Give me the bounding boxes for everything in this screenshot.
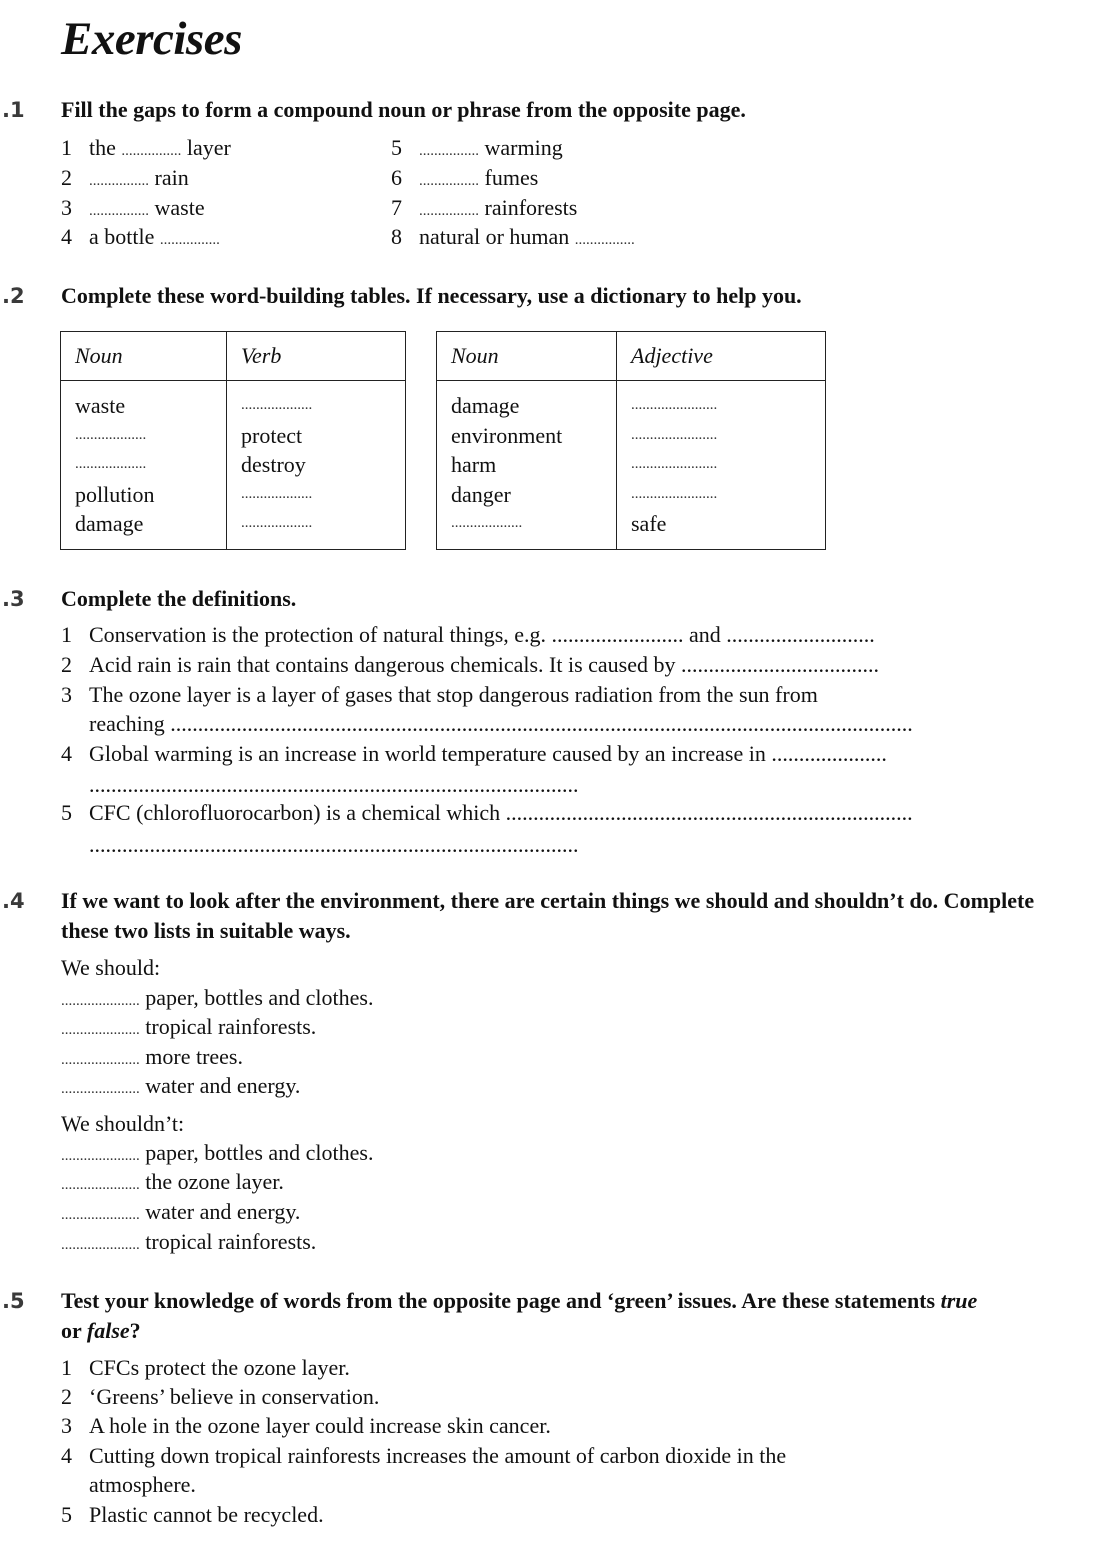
- item-number: 5: [61, 800, 72, 825]
- table-column: [437, 381, 617, 550]
- gap-blank[interactable]: .....................: [61, 1022, 140, 1038]
- exercise-3-instruction: Complete the definitions.: [61, 586, 297, 611]
- item-after: fumes: [484, 165, 539, 190]
- item-number: 3: [61, 682, 72, 707]
- gap-blank[interactable]: .....................: [61, 1052, 140, 1068]
- shouldnt-item: [61, 1227, 316, 1260]
- gap-blank[interactable]: ...................: [75, 426, 147, 443]
- or-word: or: [61, 1318, 87, 1343]
- ex3-item-4: [61, 739, 887, 769]
- ex5-item-5: [61, 1500, 324, 1530]
- gap-blank[interactable]: ...................: [451, 515, 523, 531]
- instruction-text: Test your knowledge of words from the opposite page and ‘green’ issues. Are these statements: [61, 1288, 941, 1313]
- item-after: warming: [484, 135, 563, 160]
- item-number: 1: [61, 622, 72, 647]
- item-number: 5: [61, 1502, 72, 1527]
- item-text[interactable]: Conservation is the protection of natural things, e.g. ........................ and ...........................: [89, 622, 875, 647]
- table-column: [61, 381, 227, 550]
- item-number: 4: [61, 741, 72, 766]
- exercise-number-1: .1: [2, 98, 25, 122]
- item-text: Plastic cannot be recycled.: [89, 1502, 324, 1527]
- noun-verb-table: [60, 331, 406, 550]
- gap-blank[interactable]: ................: [419, 203, 479, 219]
- table-header: Noun: [61, 332, 227, 381]
- gap-blank[interactable]: ................: [89, 203, 149, 219]
- ex3-item-3: [61, 680, 818, 710]
- ex1-item-1: [61, 133, 231, 166]
- table-cell: damage: [451, 393, 520, 418]
- table-column: [617, 381, 826, 550]
- ex3-item-5-cont[interactable]: .........................................................................................: [89, 832, 579, 857]
- should-item: [61, 1071, 300, 1104]
- gap-blank[interactable]: ................: [159, 232, 220, 248]
- page-title: Exercises: [61, 13, 242, 65]
- exercise-4-instruction: If we want to look after the environment, there are certain things we should and shouldn’t do. Complete these two lists in suitable ways.: [61, 888, 1035, 943]
- item-text: more trees.: [145, 1044, 243, 1069]
- table-cell: protect: [241, 422, 303, 448]
- shouldnt-item: [61, 1167, 284, 1200]
- table-cell: harm: [451, 452, 497, 477]
- exercise-2-instruction: Complete these word-building tables. If necessary, use a dictionary to help you.: [61, 283, 802, 308]
- false-word: false: [86, 1318, 130, 1343]
- exercise-1-instruction: Fill the gaps to form a compound noun or phrase from the opposite page.: [61, 97, 746, 122]
- ex1-item-8: [391, 222, 635, 255]
- true-word: true: [940, 1288, 978, 1313]
- ex1-item-2: [61, 163, 189, 196]
- ex1-item-6: [391, 163, 538, 196]
- table-header: Adjective: [617, 332, 826, 381]
- gap-blank[interactable]: .....................: [61, 993, 140, 1009]
- ex5-item-4-cont: atmosphere.: [89, 1472, 196, 1497]
- item-text: Cutting down tropical rainforests increases the amount of carbon dioxide in the: [89, 1443, 787, 1468]
- ex1-item-5: [391, 133, 563, 166]
- question-mark: ?: [129, 1318, 141, 1343]
- gap-blank[interactable]: .......................: [631, 426, 718, 443]
- table-cell: waste: [75, 393, 126, 418]
- item-text: paper, bottles and clothes.: [145, 985, 374, 1010]
- ex5-item-2: [61, 1382, 379, 1412]
- item-number: 6: [391, 165, 402, 190]
- gap-blank[interactable]: ................: [419, 173, 479, 189]
- gap-blank[interactable]: .....................: [61, 1177, 140, 1193]
- table-cell: danger: [451, 481, 511, 507]
- item-number: 1: [61, 135, 72, 160]
- item-after: rainforests: [484, 195, 578, 220]
- table-header: Verb: [227, 332, 406, 381]
- item-text: A hole in the ozone layer could increase skin cancer.: [89, 1413, 551, 1438]
- item-number: 2: [61, 1384, 72, 1409]
- ex3-item-3-cont[interactable]: reaching .......................................................................................................................................: [89, 711, 913, 736]
- item-after: rain: [154, 165, 189, 190]
- exercise-number-3: .3: [2, 587, 25, 611]
- noun-adjective-table: [436, 331, 826, 550]
- item-number: 8: [391, 224, 402, 249]
- item-text: The ozone layer is a layer of gases that stop dangerous radiation from the sun from: [89, 682, 818, 707]
- item-text[interactable]: Global warming is an increase in world temperature caused by an increase in .....................: [89, 741, 887, 766]
- table-cell: pollution: [75, 481, 155, 507]
- gap-blank[interactable]: ................: [121, 143, 182, 159]
- table-cell: damage: [75, 511, 144, 536]
- shouldnt-item: [61, 1197, 300, 1230]
- exercise-number-5: .5: [2, 1289, 25, 1313]
- gap-blank[interactable]: .......................: [631, 397, 718, 413]
- item-before: the: [89, 135, 116, 160]
- ex3-item-5: [61, 798, 913, 828]
- gap-blank[interactable]: ...................: [75, 456, 147, 472]
- item-number: 3: [61, 1413, 72, 1438]
- item-text: water and energy.: [145, 1199, 301, 1224]
- ex3-item-2: [61, 650, 879, 680]
- gap-blank[interactable]: ...................: [241, 515, 313, 531]
- gap-blank[interactable]: .......................: [631, 485, 718, 502]
- ex3-item-4-cont[interactable]: .........................................................................................: [89, 772, 579, 797]
- item-number: 1: [61, 1355, 72, 1380]
- item-number: 7: [391, 195, 402, 220]
- item-text: water and energy.: [145, 1073, 301, 1098]
- should-label: We should:: [61, 955, 161, 980]
- table-column: [227, 381, 406, 550]
- shouldnt-label: We shouldn’t:: [61, 1111, 185, 1136]
- gap-blank[interactable]: .....................: [61, 1237, 140, 1253]
- item-text: CFCs protect the ozone layer.: [89, 1355, 350, 1380]
- item-before: natural or human: [419, 224, 570, 249]
- exercise-number-4: .4: [2, 889, 25, 913]
- item-after: waste: [154, 195, 205, 220]
- gap-blank[interactable]: .......................: [631, 456, 718, 472]
- gap-blank[interactable]: ................: [419, 143, 479, 159]
- item-text: ‘Greens’ believe in conservation.: [89, 1384, 380, 1409]
- gap-blank[interactable]: .....................: [61, 1081, 140, 1097]
- gap-blank[interactable]: ...................: [241, 485, 313, 502]
- item-before: a bottle: [89, 224, 155, 249]
- ex5-item-3: [61, 1411, 551, 1441]
- item-number: 2: [61, 652, 72, 677]
- item-number: 4: [61, 1443, 72, 1468]
- item-text: the ozone layer.: [145, 1169, 284, 1194]
- exercise-number-2: .2: [2, 284, 25, 308]
- should-item: [61, 1012, 316, 1045]
- gap-blank[interactable]: ................: [574, 232, 635, 248]
- item-after: layer: [186, 135, 231, 160]
- item-text: tropical rainforests.: [145, 1229, 317, 1254]
- ex1-item-4: [61, 222, 220, 255]
- item-number: 5: [391, 135, 402, 160]
- item-text[interactable]: Acid rain is rain that contains dangerous chemicals. It is caused by ....................................: [89, 652, 879, 677]
- exercise-5-instruction: [61, 1286, 981, 1346]
- gap-blank[interactable]: ...................: [241, 397, 313, 413]
- table-cell: environment: [451, 422, 563, 448]
- gap-blank[interactable]: ................: [89, 173, 149, 189]
- table-cell: safe: [631, 511, 667, 536]
- item-number: 4: [61, 224, 72, 249]
- item-text: paper, bottles and clothes.: [145, 1140, 374, 1165]
- gap-blank[interactable]: .....................: [61, 1148, 140, 1164]
- table-cell: destroy: [241, 452, 306, 477]
- ex5-item-1: [61, 1353, 350, 1383]
- item-number: 2: [61, 165, 72, 190]
- item-text: tropical rainforests.: [145, 1014, 317, 1039]
- item-number: 3: [61, 195, 72, 220]
- ex3-item-1: [61, 620, 875, 650]
- gap-blank[interactable]: .....................: [61, 1207, 140, 1223]
- item-text[interactable]: CFC (chlorofluorocarbon) is a chemical which ..........................................................................: [89, 800, 913, 825]
- ex5-item-4: [61, 1441, 786, 1471]
- table-header: Noun: [437, 332, 617, 381]
